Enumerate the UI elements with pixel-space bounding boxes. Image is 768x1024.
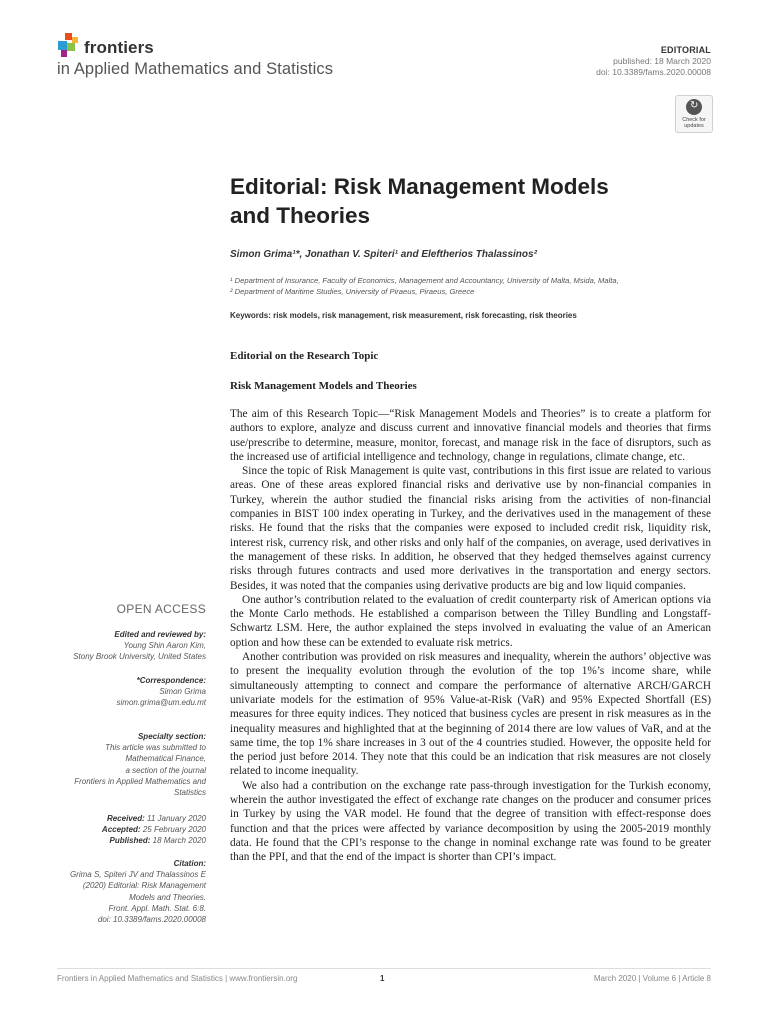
accepted-date: Accepted: 25 February 2020 (101, 825, 206, 835)
edited-by-heading: Edited and reviewed by: (114, 630, 206, 639)
published-date: published: 18 March 2020 (613, 56, 711, 66)
footer-journal-link[interactable]: Frontiers in Applied Mathematics and Statistics | www.frontiersin.org (57, 974, 298, 983)
affiliations (230, 275, 710, 297)
article-body (230, 407, 711, 865)
correspondence-section (0, 675, 206, 709)
frontiers-logo-icon (57, 33, 81, 59)
specialty-section (0, 731, 206, 798)
check-for-updates-label: Check for updates (682, 117, 706, 129)
edited-by-section (0, 629, 206, 663)
title-line-2: and Theories (230, 203, 371, 228)
specialty-line: Mathematical Finance, (125, 754, 206, 764)
specialty-line: Frontiers in Applied Mathematics and (74, 776, 206, 786)
article-title (230, 172, 710, 230)
paragraph: We also had a contribution on the exchange rate pass-through investigation for the Turkish economy, wherein the author investigated the effect of exchange rate changes on the producer and consumer prices in Turkey by using the VAR model. He found that the degree of transition with effect-response does function and that the prices were affected by variance decomposition by using the 2005-2019 monthly data. He found that the CPI’s response to the change in nominal exchange rate was found to be greater than the PPI, and that the end of the impact is shorter than CPI’s impact. (230, 779, 711, 864)
page-number: 1 (380, 974, 385, 983)
specialty-line: This article was submitted to (105, 743, 206, 753)
footer-divider (57, 968, 711, 969)
refresh-icon: ↻ (686, 99, 702, 115)
citation-line: Grima S, Spiteri JV and Thalassinos E (69, 870, 206, 880)
citation-line: (2020) Editorial: Risk Management (82, 881, 206, 891)
footer-issue-info: March 2020 | Volume 6 | Article 8 (593, 974, 711, 983)
citation-line: Models and Theories. (129, 892, 206, 902)
affiliation-2: ² Department of Maritime Studies, University of Piraeus, Piraeus, Greece (230, 287, 475, 296)
keywords-label: Keywords: (230, 311, 271, 320)
correspondence-email[interactable]: simon.grima@um.edu.mt (116, 698, 206, 708)
correspondence-name[interactable]: Simon Grima (159, 687, 206, 697)
specialty-heading: Specialty section: (137, 732, 206, 741)
keywords (230, 311, 710, 320)
paragraph: The aim of this Research Topic—“Risk Management Models and Theories” is to create a platform for authors to explore, analyze and discuss current and innovative financial models and theories that firms use/prescribe to determine, measure, monitor, forecast, and manage risk in the face of disruptors, such as the increased use of artificial intelligence and technology, change in regulations, climate change, etc. (230, 408, 711, 463)
specialty-line: Statistics (173, 788, 206, 798)
paragraph: Another contribution was provided on risk measures and inequality, wherein the authors’ objective was to present the inequality evolution through the evolution of the top 1%’s income share, while simultaneously attempting to connect and compare the performance of alternative ARCH/GARCH univariate models for the estimation of 95% Value-at-Risk (VaR) and 95% Expected Shortfall (ES) measures for three equity indices. They noticed that business cycles are present in risk measures as in the inequality measures and highlighted that at the beginning of 2014 there are low values of VaR, and at the same time, the top 1% share increases in 3 out of the 4 countries studied. However, the opposite held for the period just before 2014. They note that this could be an indication that risk measures are not closely related to income inequality. (230, 651, 711, 778)
correspondence-heading: *Correspondence: (136, 676, 206, 685)
citation-line: Front. Appl. Math. Stat. 6:8. (108, 903, 206, 913)
paragraph: Since the topic of Risk Management is quite vast, contributions in this first issue are related to various areas. One of these areas explored financial risks and derivative use by non-financial companies in Turkey, wherein the author studied the financial risks arising from the activities of non-financial companies in BIST 100 index operating in Turkey, and the derivatives used in the management of these risks. He found that the risks that the companies were exposed to included credit risk, liquidity risk, interest risk, currency risk, and other risks and only half of the companies, on average, used derivatives in the management of these risks. In addition, he observed that they hedged themselves against currency risks through futures contracts and used more derivatives in the transportation and energy sectors. Besides, it was noted that the companies using derivative products are big and low liquid companies. (230, 465, 711, 592)
title-line-1: Editorial: Risk Management Models (230, 174, 609, 199)
specialty-line: a section of the journal (125, 765, 206, 775)
research-topic-label: Editorial on the Research Topic (230, 350, 379, 362)
citation-doi[interactable]: doi: 10.3389/fams.2020.00008 (97, 915, 206, 925)
keywords-list: risk models, risk management, risk measurement, risk forecasting, risk theories (273, 311, 577, 320)
citation-heading: Citation: (173, 859, 206, 868)
paragraph: One author’s contribution related to the evaluation of credit counterparty risk of American options via the Monte Carlo methods. He established a comparison between the Tilley Bundling and Longstaff-Schwartz LSM. Here, the author explained the steps involved in evaluating the value of an American option and how these can be extended to evaluate risk metrics. (230, 593, 711, 649)
editor-name[interactable]: Young Shin Aaron Kim, (123, 641, 206, 651)
article-meta (451, 45, 711, 78)
open-access-label: OPEN ACCESS (116, 602, 206, 616)
author-list: Simon Grima¹*, Jonathan V. Spiteri¹ and Eleftherios Thalassinos² (230, 249, 537, 260)
doi-link[interactable]: doi: 10.3389/fams.2020.00008 (596, 67, 711, 77)
dates-section (0, 813, 206, 847)
research-topic-link[interactable]: Risk Management Models and Theories (230, 380, 417, 392)
check-for-updates-button[interactable] (675, 95, 713, 133)
received-date: Received: 11 January 2020 (106, 814, 206, 823)
article-type: EDITORIAL (660, 45, 711, 55)
journal-name: in Applied Mathematics and Statistics (57, 60, 334, 78)
published-date-sidebar: Published: 18 March 2020 (109, 836, 206, 846)
editor-affiliation: Stony Brook University, United States (73, 652, 206, 662)
logo-wordmark: frontiers (84, 38, 154, 57)
affiliation-1: ¹ Department of Insurance, Faculty of Economics, Management and Accountancy, University of Malta, Msida, Malta, (230, 276, 619, 285)
citation-section (0, 858, 206, 925)
